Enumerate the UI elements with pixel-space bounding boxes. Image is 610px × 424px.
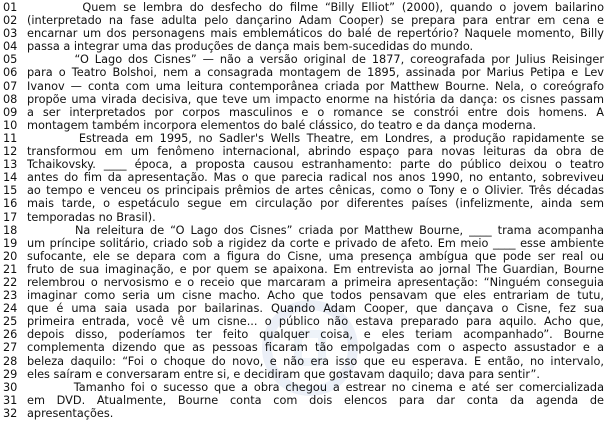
line-number: 26 xyxy=(3,328,18,342)
line-text: propõe uma virada decisiva, que teve um impacto enorme na história da dança: os cisnes passam xyxy=(27,92,604,106)
text-line xyxy=(0,250,610,263)
text-line xyxy=(0,66,610,79)
line-text: beleza daquilo: “Foi o choque do novo, e não era isso que eu esperava. E então, no intervalo, xyxy=(27,354,604,368)
numbered-text-document xyxy=(0,1,610,420)
text-line xyxy=(0,93,610,106)
line-text: “O Lago dos Cisnes” — não a versão original de 1877, coreografada por Julius Reisinger xyxy=(27,53,604,67)
line-text: que é uma saia usada por bailarinas. Quando Adam Cooper, que dançava o Cisne, fez sua xyxy=(27,302,604,316)
line-number: 19 xyxy=(3,236,18,250)
text-line xyxy=(0,237,610,250)
line-text: apresentações. xyxy=(27,406,114,420)
line-number: 24 xyxy=(3,302,18,316)
line-number: 20 xyxy=(3,249,18,263)
text-line xyxy=(0,197,610,210)
line-number: 01 xyxy=(3,1,18,14)
line-number: 16 xyxy=(3,197,18,211)
line-number: 12 xyxy=(3,145,18,159)
line-number: 14 xyxy=(3,171,18,185)
line-number: 10 xyxy=(3,118,18,132)
text-line xyxy=(0,407,610,420)
line-text: um príncipe solitário, criado sob a rigidez da corte e privado de afeto. Em meio ____ esse ambiente xyxy=(27,236,604,250)
line-number: 30 xyxy=(3,380,18,394)
text-line xyxy=(0,80,610,93)
line-text: passa a integrar uma das produções de dança mais bem-sucedidas do mundo. xyxy=(27,40,474,54)
line-text: fruto de sua imaginação, e por quem se apaixona. Em entrevista ao jornal The Guardian, Bourne xyxy=(27,262,604,276)
line-text: em DVD. Atualmente, Bourne conta com dois elencos para dar conta da agenda de xyxy=(27,393,604,407)
line-text: temporadas no Brasil). xyxy=(27,210,156,224)
text-line xyxy=(0,119,610,132)
line-text: encarnar um dos personagens mais emblemáticos do balé de repertório? Naquele momento, Billy xyxy=(27,27,604,41)
line-number: 21 xyxy=(3,262,18,276)
text-line xyxy=(0,27,610,40)
line-number: 31 xyxy=(3,393,18,407)
line-number: 05 xyxy=(3,53,18,67)
text-line xyxy=(0,224,610,237)
text-line xyxy=(0,171,610,184)
line-number: 15 xyxy=(3,184,18,198)
line-text: eles saíram e conversaram entre si, e decidiram que gostavam daquilo; dava para sentir”. xyxy=(27,367,540,381)
line-text: (interpretado na fase adulta pelo dançarino Adam Cooper) se prepara para entrar em cena e xyxy=(27,14,604,28)
line-text: Na releitura de “O Lago dos Cisnes” criada por Matthew Bourne, ____ trama acompanha xyxy=(27,223,604,237)
line-number: 04 xyxy=(3,40,18,54)
text-line xyxy=(0,14,610,27)
line-number: 23 xyxy=(3,289,18,303)
line-text: imaginar como seria um cisne macho. Acho que todos pensavam que eles entrariam de tutu, xyxy=(27,289,604,303)
line-number: 28 xyxy=(3,354,18,368)
line-number: 09 xyxy=(3,105,18,119)
line-text: Ivanov — conta com uma leitura contemporânea criada por Matthew Bourne. Nela, o coreógrafo xyxy=(27,79,604,93)
text-line xyxy=(0,368,610,381)
line-number: 07 xyxy=(3,79,18,93)
text-line xyxy=(0,355,610,368)
line-number: 17 xyxy=(3,210,18,224)
line-number: 02 xyxy=(3,14,18,28)
text-line xyxy=(0,106,610,119)
line-number: 22 xyxy=(3,275,18,289)
line-text: relembrou o nervosismo e o receio que marcaram a primeira apresentação: “Ninguém conseguia xyxy=(27,275,604,289)
text-line xyxy=(0,341,610,354)
line-text: sufocante, ele se depara com a figura do Cisne, uma presença ambígua que pode ser real ou xyxy=(27,249,604,263)
line-text: complementa dizendo que as pessoas ficaram tão empolgadas com o aspecto assustador e a xyxy=(27,341,604,355)
line-text: para o Teatro Bolshoi, nem a consagrada montagem de 1895, assinada por Marius Petipa e Lev xyxy=(27,66,604,80)
line-number: 03 xyxy=(3,27,18,41)
line-number: 11 xyxy=(3,131,18,145)
text-line xyxy=(0,145,610,158)
line-text: Estreada em 1995, no Sadler's Wells Theatre, em Londres, a produção rapidamente se xyxy=(27,131,604,145)
line-text: ao tempo e venceu os principais prêmios de artes cênicas, como o Tony e o Olivier. Três décadas xyxy=(27,184,604,198)
line-text: mais tarde, o espetáculo segue em circulação por diferentes países (infelizmente, ainda sem xyxy=(27,197,604,211)
line-number: 29 xyxy=(3,367,18,381)
text-line xyxy=(0,276,610,289)
line-number: 32 xyxy=(3,406,18,420)
text-line xyxy=(0,381,610,394)
text-line xyxy=(0,302,610,315)
text-line xyxy=(0,40,610,53)
line-number: 18 xyxy=(3,223,18,237)
text-line xyxy=(0,328,610,341)
line-text: Tamanho foi o sucesso que a obra chegou a estrear no cinema e até ser comercializada xyxy=(27,380,604,394)
line-number: 08 xyxy=(3,92,18,106)
line-text: transformou em um fenômeno internacional, abrindo espaço para novas leituras da obra de xyxy=(27,145,604,159)
line-text: antes do fim da apresentação. Mas o que parecia radical nos anos 1990, no entanto, sobreviveu xyxy=(27,171,604,185)
line-text: primeira entrada, você vê um cisne... o público não estava preparado para aquilo. Acho que, xyxy=(27,315,604,329)
text-line xyxy=(0,184,610,197)
text-line xyxy=(0,132,610,145)
text-line xyxy=(0,263,610,276)
text-line xyxy=(0,394,610,407)
line-number: 13 xyxy=(3,158,18,172)
line-number: 27 xyxy=(3,341,18,355)
text-line xyxy=(0,315,610,328)
line-text: montagem também incorpora elementos do balé clássico, do teatro e da dança moderna. xyxy=(27,118,537,132)
line-text: Tchaikovsky. ____ época, a proposta causou estranhamento: parte do público deixou o teatro xyxy=(27,158,604,172)
line-text: depois disso, poderíamos ter feito qualquer coisa, e eles teriam acompanhado”. Bourne xyxy=(27,328,604,342)
line-number: 25 xyxy=(3,315,18,329)
text-line xyxy=(0,211,610,224)
line-text: a ser interpretados por corpos masculinos e o romance se constrói entre dois homens. A xyxy=(27,105,604,119)
line-number: 06 xyxy=(3,66,18,80)
text-line xyxy=(0,1,610,14)
text-line xyxy=(0,158,610,171)
text-line xyxy=(0,289,610,302)
text-line xyxy=(0,53,610,66)
line-text: Quem se lembra do desfecho do filme “Billy Elliot” (2000), quando o jovem bailarino xyxy=(27,1,604,14)
